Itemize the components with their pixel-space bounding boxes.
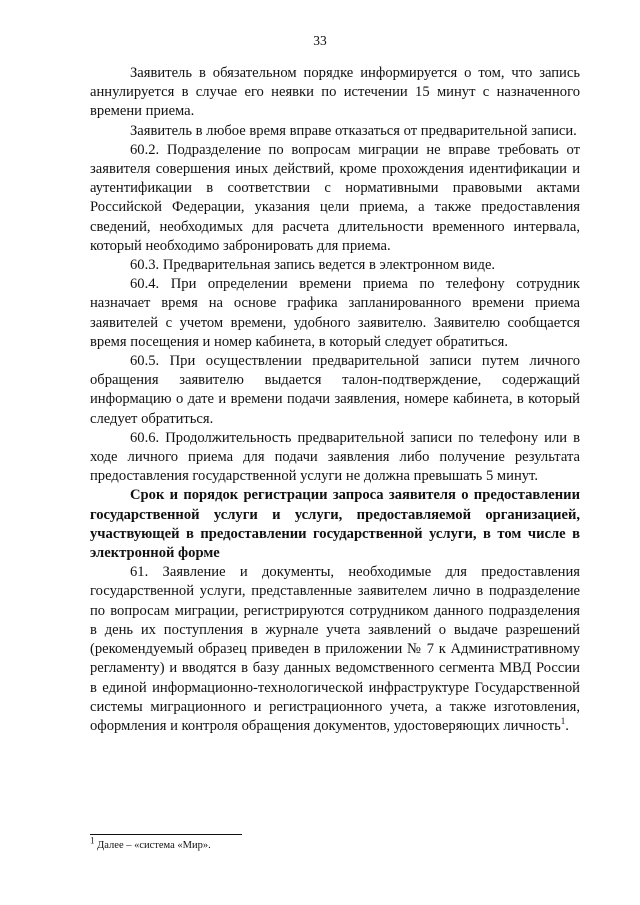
paragraph-60-4: 60.4. При определении времени приема по телефону сотрудник назначает время на основе графика запланированного времени приема заявителей с учетом времени, удобного заявителю. Заявителю сообщается время посещения и номер кабинета, в который следует обратиться. xyxy=(90,276,580,350)
footnote-ref: 1 xyxy=(560,716,566,727)
body-text xyxy=(90,64,580,736)
paragraph-60-6: 60.6. Продолжительность предварительной записи по телефону или в ходе личного приема для подачи заявления либо получение результата предоставления государственной услуги не должна превышать 5 минут. xyxy=(90,429,580,485)
footnote-separator xyxy=(90,834,242,835)
paragraph-61: 61. Заявление и документы, необходимые для предоставления государственной услуги, представленные заявителем лично в подразделение по вопросам миграции, регистрируются сотрудником данного подразделения в день их поступления в журнале учета заявлений о выдаче разрешений (рекомендуемый образец приведен в приложении № 7 к Административному регламенту) и вводятся в базу данных ведомственного сегмента МВД России в единой информационно-технологической инфраструктуре Государственной системы миграционного и регистрационного учета, а также изготовления, оформления и контроля обращения документов, удостоверяющих личность$^1$. xyxy=(90,564,580,734)
paragraph-refuse-appointment: Заявитель в любое время вправе отказаться от предварительной записи. xyxy=(130,122,577,139)
paragraph-60-3: 60.3. Предварительная запись ведется в электронном виде. xyxy=(130,257,496,274)
footnote xyxy=(90,835,211,851)
section-heading: Срок и порядок регистрации запроса заявителя о предоставлении государственной услуги и услуги, предоставляемой организацией, участвующей в предоставлении государственной услуги, в том числе в электронной форме xyxy=(90,487,580,562)
paragraph-appointment-cancel: Заявитель в обязательном порядке информируется о том, что запись аннулируется в случае его неявки по истечении 15 минут с назначенного времени приема. xyxy=(90,65,580,120)
page-number: 33 xyxy=(313,33,327,48)
paragraph-61-text: 61. Заявление и документы, необходимые для предоставления государственной услуги, представленные заявителем лично в подразделение по вопросам миграции, регистрируются сотрудником данного подразделения в день их поступления в журнале учета заявлений о выдаче разрешений (рекомендуемый образец приведен в приложении № 7 к Административному регламенту) и вводятся в базу данных ведомственного сегмента МВД России в единой информационно-технологической инфраструктуре Государственной системы миграционного и регистрационного учета, а также изготовления, оформления и контроля обращения документов, удостоверяющих личность xyxy=(90,564,580,734)
footnote-text: Далее – «система «Мир». xyxy=(94,840,211,851)
paragraph-60-2: 60.2. Подразделение по вопросам миграции не вправе требовать от заявителя совершения иных действий, кроме прохождения идентификации и аутентификации в соответствии с нормативными правовыми актами Российской Федерации, указания цели приема, а также предоставления сведений, необходимых для расчета длительности временного интервала, который необходимо забронировать для приема. xyxy=(90,141,580,254)
paragraph-60-5: 60.5. При осуществлении предварительной записи путем личного обращения заявителю выдается талон-подтверждение, содержащий информацию о дате и времени подачи заявления, номере кабинета, в который следует обратиться. xyxy=(90,353,580,427)
footnote-number: 1 xyxy=(90,835,95,846)
